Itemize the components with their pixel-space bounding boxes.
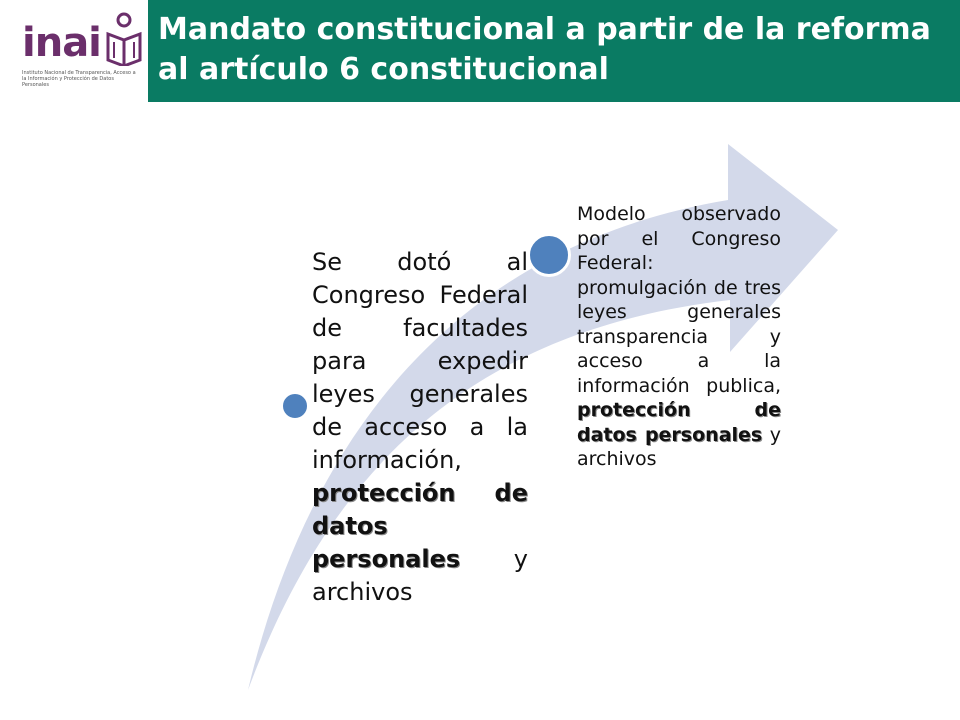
logo-wordmark: inai [22, 20, 101, 66]
stage-2-marker [527, 233, 571, 277]
stage-2-text-before: Modelo observado por el Congreso Federal: promulgación de tres leyes generales transparencia y acceso a la información publica, [577, 203, 781, 397]
stage-1-text-after: y archivos [312, 545, 528, 606]
stage-1-text [312, 246, 528, 609]
stage-1-text-before: Se dotó al Congreso Federal de facultades para expedir leyes generales de acceso a la información, [312, 248, 528, 474]
stage-2-emphasis: protección de datos personales [577, 399, 781, 446]
stage-1-emphasis: protección de datos personales [312, 479, 528, 573]
stage-2-text-after: y archivos [577, 423, 781, 470]
page-title: Mandato constitucional a partir de la reforma al artículo 6 constitucional [158, 12, 931, 87]
logo-caption: Instituto Nacional de Transparencia, Acceso a la Información y Protección de Datos Personales [22, 70, 136, 88]
stage-1-marker [280, 391, 310, 421]
stage-2-text [577, 202, 781, 472]
